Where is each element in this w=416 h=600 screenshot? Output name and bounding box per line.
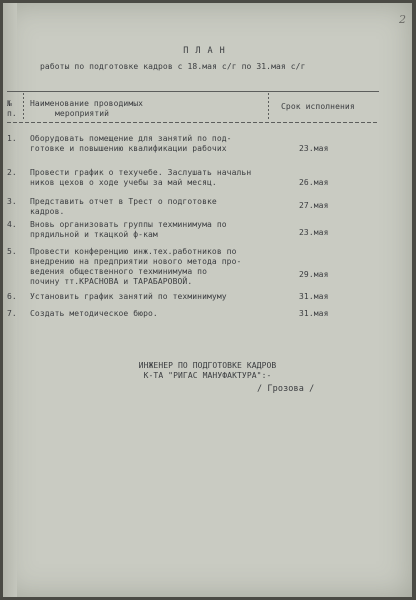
row-number: 6. — [7, 292, 17, 301]
row-text: Установить график занятий по техминимуму — [30, 292, 227, 301]
row-deadline: 31.мая — [299, 292, 329, 301]
row-deadline: 29.мая — [299, 270, 329, 279]
page-number: 2 — [399, 13, 406, 26]
header-number: № — [7, 99, 12, 108]
row-number: 2. — [7, 168, 17, 177]
table-column-divider — [268, 93, 269, 121]
header-number: п. — [7, 109, 17, 118]
row-text: готовке и повышению квалификации рабочих — [30, 144, 227, 153]
row-number: 3. — [7, 197, 17, 206]
row-text: Оборудовать помещение для занятий по под- — [30, 134, 232, 143]
row-text: прядильной и ткацкой ф-кам — [30, 230, 158, 239]
row-number: 5. — [7, 247, 17, 256]
row-text: почину тт.КРАСНОВА и ТАРАБАРОВОЙ. — [30, 277, 193, 286]
header-deadline: Срок исполнения — [281, 102, 355, 111]
signature-title: ИНЖЕНЕР ПО ПОДГОТОВКЕ КАДРОВ — [138, 361, 277, 370]
row-number: 4. — [7, 220, 17, 229]
header-description: Наименование проводимых — [30, 99, 144, 108]
table-column-divider — [23, 93, 24, 121]
table-header-rule — [7, 122, 379, 123]
row-text: внедрению на предприятии нового метода про- — [30, 257, 242, 266]
row-text: ников цехов о ходе учебы за май месяц. — [30, 178, 217, 187]
row-deadline: 31.мая — [299, 309, 329, 318]
row-number: 7. — [7, 309, 17, 318]
row-text: кадров. — [30, 207, 65, 216]
row-text: Провести конференцию инж.тех.работников по — [30, 247, 237, 256]
row-deadline: 23.мая — [299, 144, 329, 153]
header-description: мероприятий — [55, 109, 110, 118]
row-text: ведения общественного техминимума по — [30, 267, 207, 276]
document-page — [3, 3, 412, 597]
row-deadline: 26.мая — [299, 178, 329, 187]
row-deadline: 23.мая — [299, 228, 329, 237]
document-subtitle: работы по подготовке кадров с 18.мая с/г по 31.мая с/г — [40, 62, 306, 71]
row-text: Создать методическое бюро. — [30, 309, 158, 318]
row-text: Вновь организовать группы техминимума по — [30, 220, 227, 229]
row-number: 1. — [7, 134, 17, 143]
row-deadline: 27.мая — [299, 201, 329, 210]
signature-organization: К-ТА "РИГАС МАНУФАКТУРА":- — [143, 371, 272, 380]
row-text: Провести график о техучебе. Заслушать начальн — [30, 168, 252, 177]
table-top-rule — [7, 91, 379, 92]
row-text: Представить отчет в Трест о подготовке — [30, 197, 217, 206]
document-title: ПЛАН — [183, 46, 232, 56]
signature-name: / Грозова / — [257, 384, 315, 394]
